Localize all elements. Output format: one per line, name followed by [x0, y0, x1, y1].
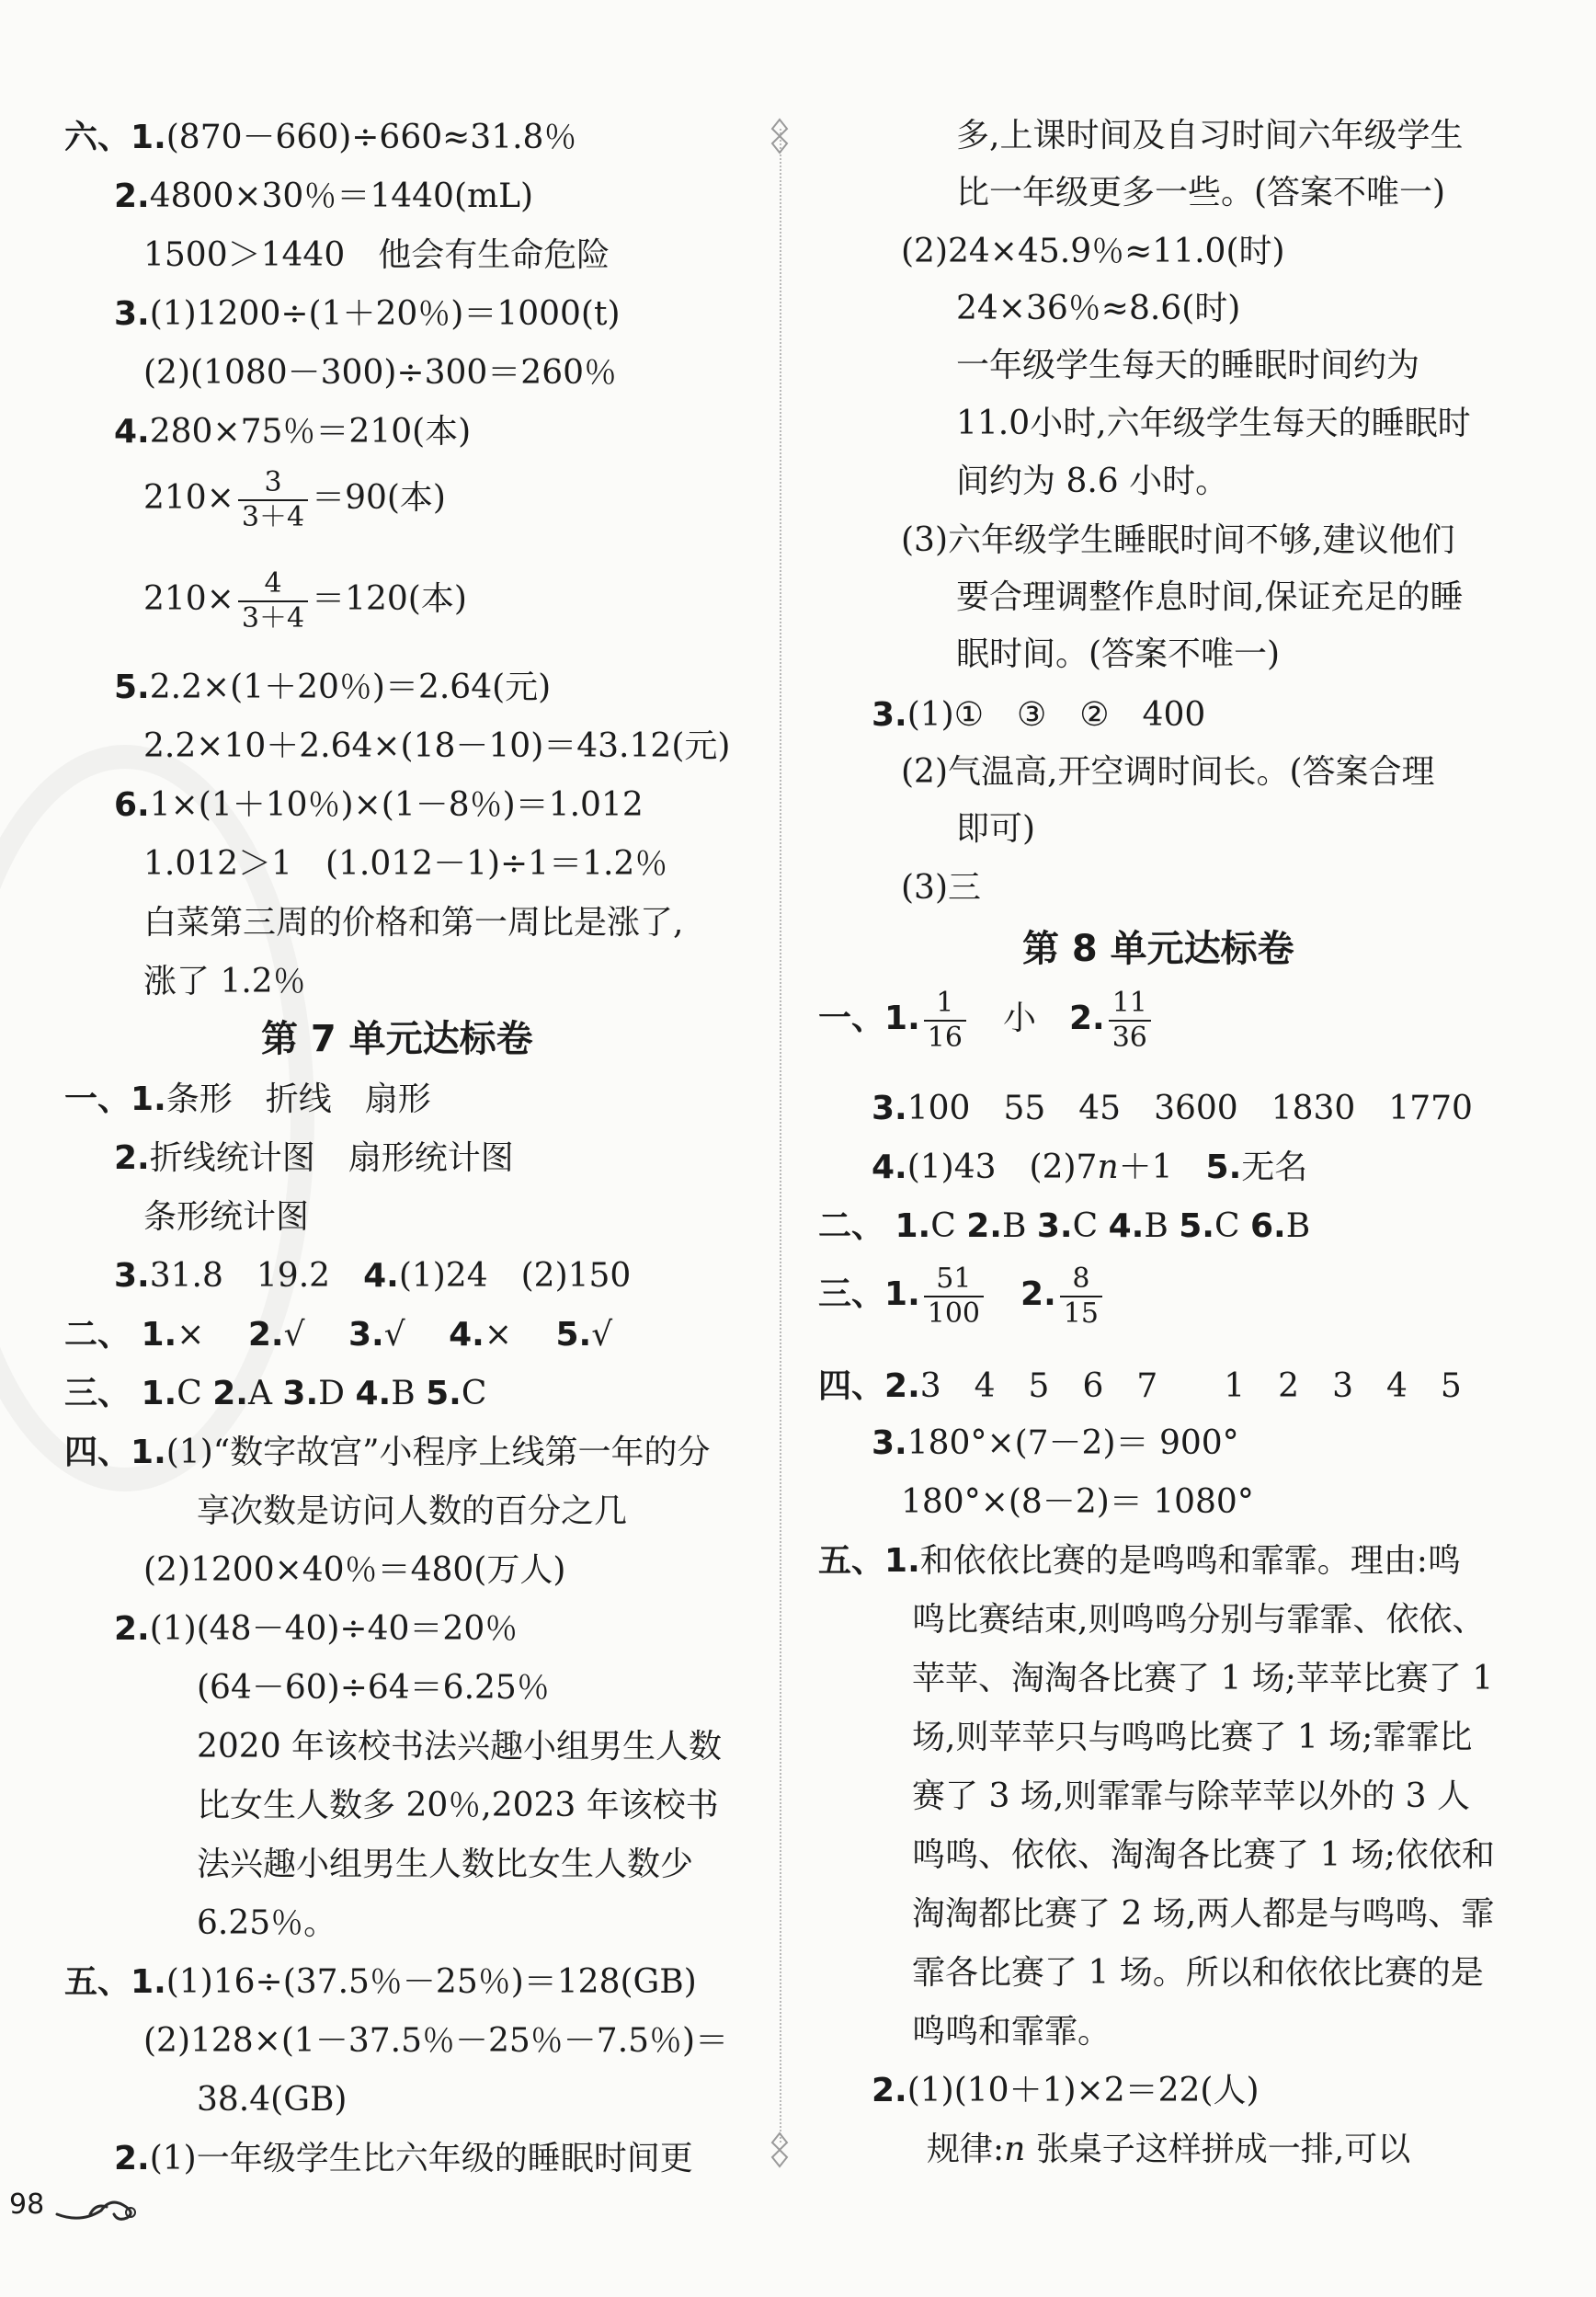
section-label: 二、 — [64, 1316, 131, 1354]
numerator: 3 — [264, 466, 282, 498]
answer-line: (2)24×45.9％≈11.0(时) — [901, 233, 1285, 270]
answer-line: 180°×(8－2)＝ 1080° — [901, 1483, 1254, 1521]
question-number: 2. — [114, 2140, 150, 2177]
section-label: 一、 — [64, 1080, 131, 1118]
question-number: 5. — [114, 669, 150, 706]
answer-text: 280×75％＝210(本) — [149, 413, 472, 451]
section-label: 四、 — [64, 1434, 131, 1471]
answer-line: (2)128×(1－37.5％－25％－7.5％)＝ — [143, 2022, 729, 2060]
section-label: 四、 — [818, 1367, 885, 1405]
s6-q3-line — [114, 295, 621, 333]
answer-mark: × — [177, 1316, 205, 1354]
denominator: 3＋4 — [241, 602, 305, 634]
question-number: 4. — [449, 1316, 484, 1354]
numerator: 11 — [1112, 987, 1147, 1019]
question-number: 2. — [1020, 1275, 1056, 1313]
answer-text: 2.2×(1＋20％)＝2.64(元) — [149, 669, 552, 706]
answer-line: 享次数是访问人数的百分之几 — [197, 1492, 628, 1530]
answer-line: 1.012＞1 (1.012－1)÷1＝1.2％ — [143, 845, 668, 883]
column-divider — [780, 129, 781, 2143]
answer-line: (2)(1080－300)÷300＝260％ — [143, 354, 618, 392]
answer-choice: C — [930, 1207, 956, 1245]
question-number: 1. — [884, 1000, 920, 1037]
question-number: 1. — [131, 1080, 166, 1118]
answer-mark: × — [484, 1316, 513, 1354]
answer-line: 1500＞1440 他会有生命危险 — [143, 236, 610, 274]
question-number: 1. — [884, 1542, 920, 1580]
fraction — [238, 466, 308, 533]
answer-line: 场,则苹苹只与鸣鸣比赛了 1 场;霏霏比 — [912, 1719, 1473, 1756]
fraction-line — [143, 567, 467, 634]
u7-s1-q3-line — [114, 1257, 632, 1295]
answer-line: 霏各比赛了 1 场。所以和依依比赛的是 — [912, 1954, 1484, 1992]
answer-line: 苹苹、淘淘各比赛了 1 场;苹苹比赛了 1 — [912, 1660, 1494, 1697]
answer-text: 折线统计图 扇形统计图 — [149, 1139, 514, 1177]
answer-line: 鸣比赛结束,则鸣鸣分别与霏霏、依依、 — [912, 1601, 1486, 1639]
s6-q1-line — [64, 121, 576, 154]
answer-text: 180°×(7－2)＝ 900° — [906, 1424, 1239, 1462]
fraction — [1109, 989, 1151, 1052]
answer-line: (2)1200×40％＝480(万人) — [143, 1551, 566, 1589]
question-number: 2. — [212, 1375, 248, 1412]
question-number: 4. — [872, 1148, 907, 1186]
question-number: 5. — [1179, 1207, 1214, 1245]
question-number: 6. — [1249, 1207, 1286, 1245]
answer-mark: √ — [591, 1316, 613, 1354]
answer-choice: A — [247, 1375, 272, 1412]
answer-line: 11.0小时,六年级学生每天的睡眠时 — [956, 405, 1471, 442]
question-number: 6. — [114, 786, 150, 824]
s6-q6-line — [114, 786, 644, 824]
question-number: 2. — [884, 1367, 920, 1405]
u8-s4-q3-line — [872, 1424, 1239, 1462]
question-number: 1. — [131, 1434, 166, 1471]
answer-text: 张桌子这样拼成一排,可以 — [1025, 2131, 1411, 2168]
answer-choice: C — [461, 1375, 487, 1412]
answer-line: 比女生人数多 20％,2023 年该校书 — [197, 1787, 719, 1824]
answer-text: (1)一年级学生比六年级的睡眠时间更 — [149, 2140, 693, 2177]
section-label: 二、 — [818, 1207, 885, 1245]
answer-text: (1)① ③ ② 400 — [906, 696, 1206, 734]
answer-choice: C — [1214, 1207, 1240, 1245]
question-number: 2. — [1068, 1000, 1105, 1037]
answer-text: (870－660)÷660≈31.8％ — [165, 119, 577, 156]
u8-s2-line — [818, 1207, 1311, 1245]
answer-text: (1)(10＋1)×2＝22(人) — [906, 2072, 1260, 2109]
question-number: 4. — [363, 1257, 399, 1295]
answer-line: 白菜第三周的价格和第一周比是涨了, — [143, 904, 684, 942]
fraction — [1060, 1265, 1102, 1328]
section-label: 一、 — [818, 1000, 885, 1037]
answer-text: 规律: — [927, 2131, 1005, 2168]
u8-s5-q1-line — [818, 1542, 1461, 1580]
answer-text: (1)1200÷(1＋20％)＝1000(t) — [149, 295, 621, 333]
u8-s1-q4-line — [872, 1148, 1308, 1186]
answer-line: (64－60)÷64＝6.25％ — [197, 1669, 550, 1707]
answer-choice: B — [1285, 1207, 1311, 1245]
question-number: 2. — [114, 177, 150, 215]
answer-line: 即可) — [956, 810, 1036, 848]
question-number: 2. — [114, 1610, 150, 1648]
fraction-line — [143, 466, 446, 533]
u7-s1-q1-line — [64, 1080, 431, 1118]
numerator: 8 — [1072, 1263, 1090, 1295]
u7-s5-q1-line — [64, 1963, 697, 2001]
answer-line: 2020 年该校书法兴趣小组男生人数 — [197, 1728, 723, 1766]
expr-text: ＝120(本) — [312, 580, 467, 618]
denominator: 100 — [927, 1297, 981, 1330]
question-number: 3. — [1036, 1207, 1073, 1245]
answer-text: (1)43 (2)7 — [906, 1148, 1098, 1186]
question-number: 3. — [114, 295, 150, 333]
answer-text: 无名 — [1241, 1148, 1308, 1186]
answer-line: 法兴趣小组男生人数比女生人数少 — [197, 1846, 694, 1883]
question-number: 3. — [872, 696, 907, 734]
numerator: 51 — [936, 1263, 972, 1295]
answer-text: 条形 折线 扇形 — [165, 1080, 431, 1118]
variable: n — [1004, 2131, 1026, 2168]
answer-line: 6.25％。 — [197, 1904, 337, 1942]
answer-text: 和依依比赛的是鸣鸣和霏霏。理由:鸣 — [919, 1542, 1461, 1580]
answer-line: 鸣鸣、依依、淘淘各比赛了 1 场;依依和 — [912, 1836, 1495, 1874]
section-label: 三、 — [64, 1375, 131, 1412]
answer-line: 鸣鸣和霏霏。 — [912, 2013, 1112, 2051]
divider-ornament-icon — [769, 2131, 791, 2168]
fraction — [924, 1265, 984, 1328]
answer-line: 一年级学生每天的睡眠时间约为 — [956, 347, 1420, 384]
answer-line: (3)三 — [901, 869, 981, 907]
question-number: 3. — [872, 1424, 907, 1462]
answer-text: 4800×30％＝1440(mL) — [149, 177, 534, 215]
u7-s4-q1-line — [64, 1436, 711, 1469]
unit-7-title: 第 7 单元达标卷 — [261, 1018, 533, 1060]
answer-line: 2.2×10＋2.64×(18－10)＝43.12(元) — [143, 727, 731, 765]
page-number: 98 — [9, 2188, 45, 2221]
cloud-ornament-icon — [53, 2187, 145, 2227]
answer-choice: C — [1072, 1207, 1099, 1245]
question-number: 3. — [114, 1257, 150, 1295]
u8-s1-q1-line — [818, 989, 1155, 1052]
question-number: 1. — [895, 1207, 931, 1245]
question-number: 4. — [114, 413, 150, 451]
divider-ornament-icon — [769, 118, 791, 154]
answer-line: 淘淘都比赛了 2 场,两人都是与鸣鸣、霏 — [912, 1895, 1495, 1933]
u7-s4-q2-line — [114, 1610, 519, 1648]
numerator: 4 — [264, 567, 282, 600]
expr-text: 210× — [143, 479, 234, 517]
u8-s1-q3-line — [872, 1092, 1473, 1126]
question-number: 2. — [966, 1207, 1002, 1245]
answer-text: (1)24 (2)150 — [398, 1257, 632, 1295]
answer-text: (1)(48－40)÷40＝20％ — [149, 1610, 519, 1648]
answer-line: (2)气温高,开空调时间长。(答案合理 — [901, 753, 1435, 791]
fraction — [238, 567, 308, 634]
question-number: 2. — [247, 1316, 284, 1354]
denominator: 3＋4 — [241, 501, 305, 533]
expr-text: 210× — [143, 580, 234, 618]
unit-8-title: 第 8 单元达标卷 — [1022, 928, 1294, 970]
question-number: 1. — [141, 1316, 177, 1354]
section-label: 三、 — [818, 1275, 885, 1313]
u7-s2-line — [64, 1316, 613, 1354]
answer-text: 小 — [1002, 1000, 1036, 1037]
answer-line: (3)六年级学生睡眠时间不够,建议他们 — [901, 521, 1455, 559]
answer-line: 比一年级更多一些。(答案不唯一) — [956, 174, 1446, 211]
expr-text: ＝90(本) — [312, 479, 446, 517]
u7-s5-q2-line — [114, 2140, 693, 2177]
s6-q2-line — [114, 177, 534, 215]
answer-line: 38.4(GB) — [197, 2081, 348, 2119]
answer-line: 24×36％≈8.6(时) — [956, 290, 1241, 327]
question-number: 3. — [872, 1090, 907, 1127]
question-number: 1. — [141, 1375, 177, 1412]
answer-mark: √ — [283, 1316, 305, 1354]
answer-line: 间约为 8.6 小时。 — [956, 463, 1229, 500]
answer-text: 3 4 5 6 7 1 2 3 4 5 — [919, 1367, 1462, 1405]
answer-line: 眠时间。(答案不唯一) — [956, 635, 1281, 673]
answer-mark: √ — [383, 1316, 405, 1354]
answer-choice: B — [1144, 1207, 1168, 1245]
question-number: 1. — [131, 1963, 166, 2001]
s6-q5-line — [114, 671, 551, 704]
fraction — [924, 989, 966, 1052]
section-label: 六、 — [64, 119, 131, 156]
u7-s1-q2-line — [114, 1139, 514, 1177]
answer-choice: B — [1001, 1207, 1027, 1245]
question-number: 3. — [348, 1316, 384, 1354]
answer-line: 条形统计图 — [143, 1198, 310, 1236]
variable: n — [1097, 1148, 1119, 1186]
answer-text: (1)16÷(37.5％－25％)＝128(GB) — [165, 1963, 697, 2001]
question-number: 2. — [872, 2072, 907, 2109]
answer-line — [927, 2133, 1410, 2166]
u7-s3-line — [64, 1377, 486, 1411]
answer-line: 多,上课时间及自习时间六年级学生 — [956, 117, 1464, 154]
question-number: 4. — [355, 1375, 392, 1412]
answer-text: 1×(1＋10％)×(1－8％)＝1.012 — [149, 786, 644, 824]
denominator: 15 — [1063, 1297, 1099, 1330]
numerator: 1 — [936, 987, 954, 1019]
answer-line: 涨了 1.2％ — [143, 963, 306, 1000]
u8-s4-q2-line — [818, 1367, 1462, 1405]
u8-s5-q2-line — [872, 2074, 1260, 2108]
answer-text: 100 55 45 3600 1830 1770 — [906, 1090, 1473, 1127]
question-number: 3. — [282, 1375, 319, 1412]
question-number: 1. — [884, 1275, 920, 1313]
answer-text: ＋1 — [1118, 1148, 1173, 1186]
answer-choice: D — [318, 1375, 345, 1412]
denominator: 36 — [1112, 1022, 1147, 1054]
answer-line: 要合理调整作息时间,保证充足的睡 — [956, 578, 1464, 616]
question-number: 5. — [555, 1316, 592, 1354]
question-number: 5. — [1205, 1148, 1242, 1186]
question-number: 4. — [1108, 1207, 1145, 1245]
section-label: 五、 — [818, 1542, 885, 1580]
u8-s3-line — [818, 1265, 1106, 1328]
question-number: 1. — [131, 119, 166, 156]
s6-q4-line — [114, 413, 472, 451]
denominator: 16 — [927, 1022, 963, 1054]
answer-text: (1)“数字故宫”小程序上线第一年的分 — [165, 1434, 711, 1471]
answer-choice: C — [177, 1375, 202, 1412]
question-number: 5. — [426, 1375, 462, 1412]
q3-line — [872, 696, 1206, 734]
section-label: 五、 — [64, 1963, 131, 2001]
question-number: 2. — [114, 1139, 150, 1177]
answer-line: 赛了 3 场,则霏霏与除苹苹以外的 3 人 — [912, 1777, 1471, 1815]
answer-choice: B — [391, 1375, 416, 1412]
answer-text: 31.8 19.2 — [149, 1257, 331, 1295]
